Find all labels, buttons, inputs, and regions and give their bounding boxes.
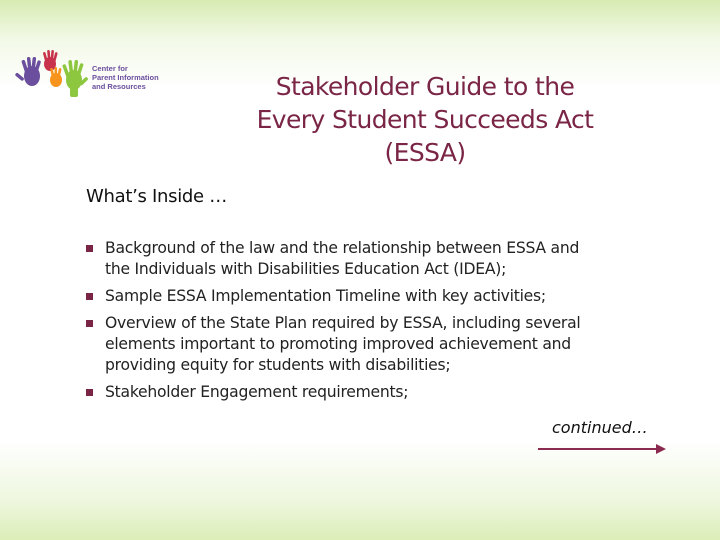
- title-line: Stakeholder Guide to the: [275, 72, 575, 101]
- bullet-item: [86, 382, 666, 403]
- bullet-item: [86, 286, 666, 307]
- logo-text-line: and Resources: [92, 82, 146, 91]
- continued-link[interactable]: continued…: [552, 418, 648, 437]
- title-line: (ESSA): [384, 138, 466, 167]
- bullet-text: the Individuals with Disabilities Education Act (IDEA);: [105, 260, 507, 278]
- cpir-logo: [12, 46, 182, 102]
- bullet-text: providing equity for students with disabilities;: [105, 356, 451, 374]
- bullet-text: Overview of the State Plan required by ESSA, including several: [105, 314, 581, 332]
- title-line: Every Student Succeeds Act: [256, 105, 594, 134]
- square-bullet-icon: [86, 293, 93, 300]
- slide-title: [230, 70, 620, 169]
- logo-text-line: Parent Information: [92, 73, 159, 82]
- logo-text-line: Center for: [92, 64, 128, 73]
- bullet-text: Stakeholder Engagement requirements;: [105, 383, 409, 401]
- hands-logo-icon: [12, 46, 92, 102]
- bullet-item: [86, 238, 666, 280]
- bullet-item: [86, 313, 666, 376]
- square-bullet-icon: [86, 245, 93, 252]
- square-bullet-icon: [86, 389, 93, 396]
- bullet-text: elements important to promoting improved achievement and: [105, 335, 571, 353]
- bullet-list: [86, 238, 666, 409]
- bullet-text: Sample ESSA Implementation Timeline with key activities;: [105, 287, 546, 305]
- bullet-text: Background of the law and the relationship between ESSA and: [105, 239, 580, 257]
- logo-text: [92, 64, 187, 91]
- right-arrow-icon[interactable]: [538, 443, 668, 455]
- section-heading: What’s Inside …: [86, 186, 227, 207]
- square-bullet-icon: [86, 320, 93, 327]
